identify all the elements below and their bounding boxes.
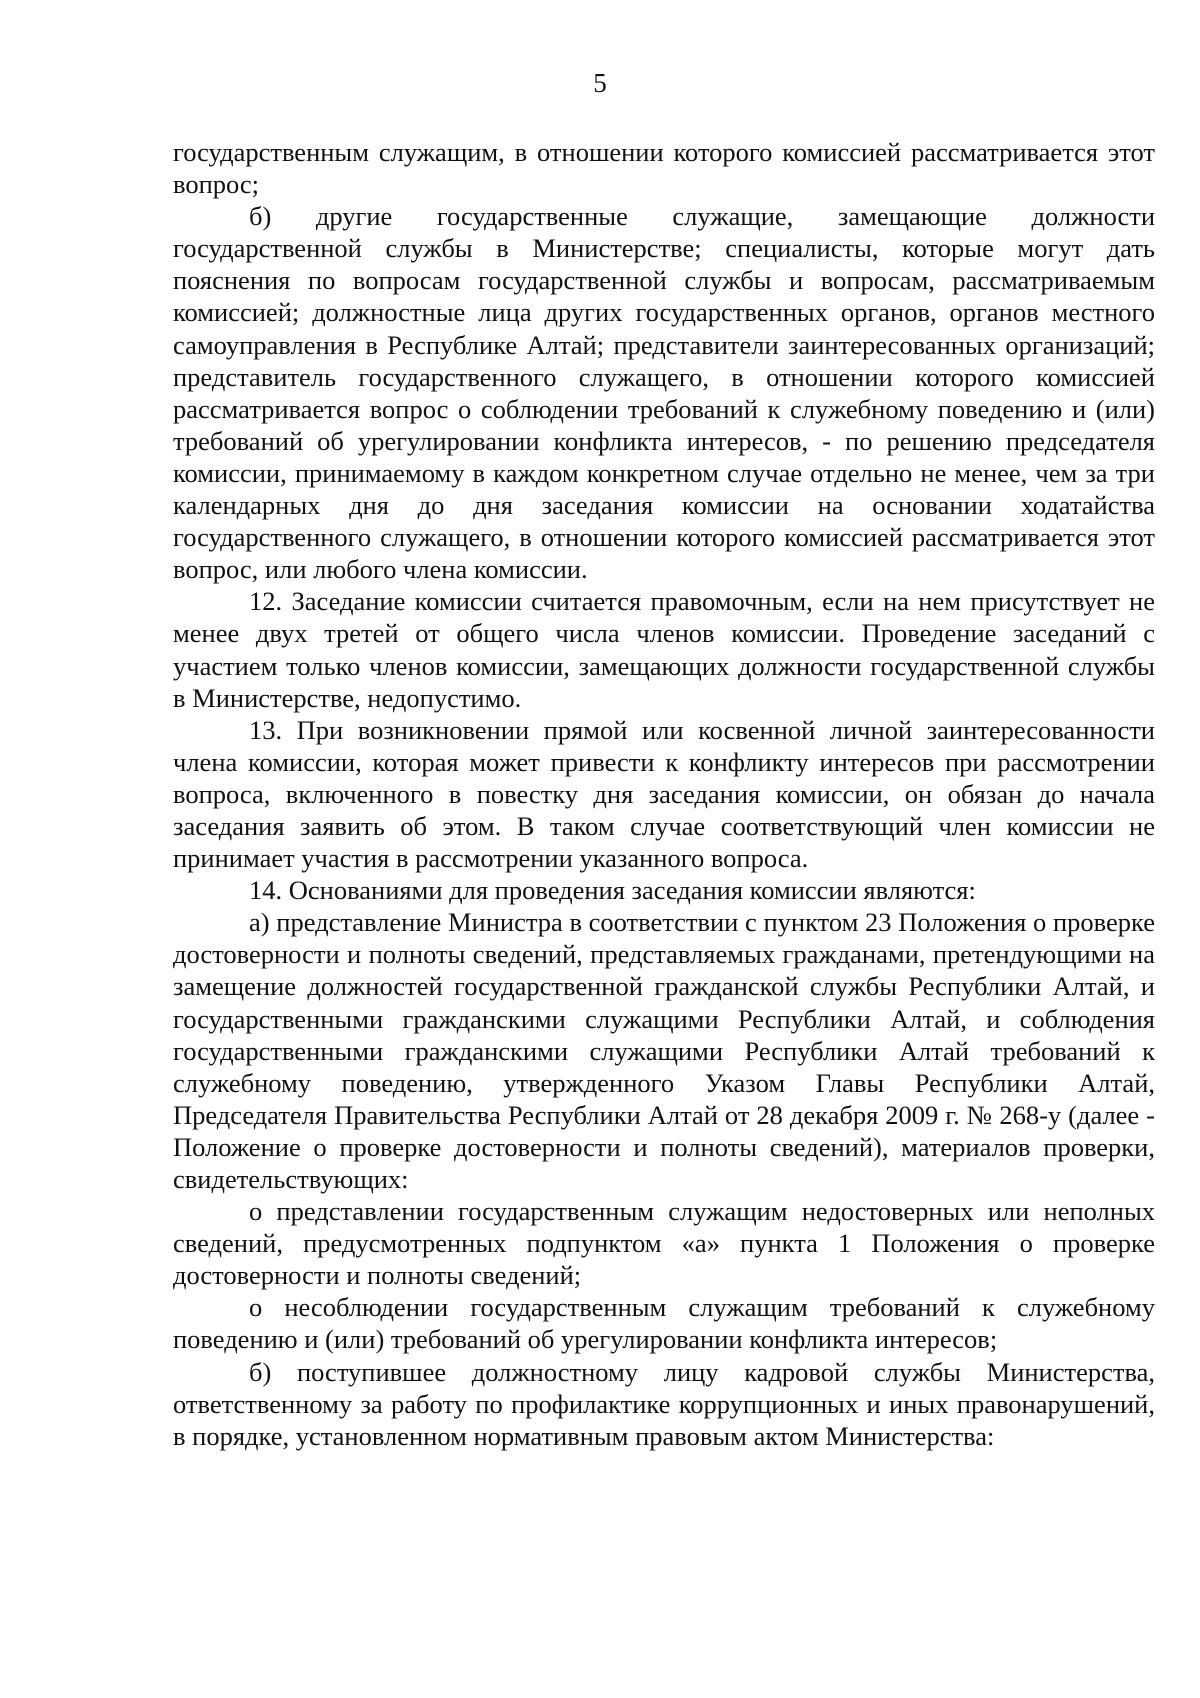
paragraph-12-quorum: 12. Заседание комиссии считается правомочным, если на нем присутствует не менее двух третей от общего числа членов комиссии. Проведение заседаний с участием только членов комиссии, замещающих должности государственной службы в Министерстве, недопустимо. xyxy=(173,586,1155,713)
paragraph-unreliable-information: о представлении государственным служащим недостоверных или неполных сведений, предусмотренных подпунктом «а» пункта 1 Положения о проверке достоверности и полноты сведений; xyxy=(173,1196,1155,1291)
paragraph-13-conflict-of-interest: 13. При возникновении прямой или косвенной личной заинтересованности члена комиссии, которая может привести к конфликту интересов при рассмотрении вопроса, включенного в повестку дня заседания комиссии, он обязан до начала заседания заявить об этом. В таком случае соответствующий член комиссии не принимает участия в рассмотрении указанного вопроса. xyxy=(173,714,1155,874)
page-number: 5 xyxy=(593,68,607,98)
paragraph-item-a-minister-submission: а) представление Министра в соответствии с пунктом 23 Положения о проверке достоверности и полноты сведений, представляемых гражданами, претендующими на замещение должностей государственной гражданской службы Республики Алтай, и государственными гражданскими служащими Республики Алтай, и соблюдения государственными гражданскими служащими Республики Алтай требований к служебному поведению, утвержденного Указом Главы Республики Алтай, Председателя Правительства Республики Алтай от 28 декабря 2009 г. № 268-у (далее - Положение о проверке достоверности и полноты сведений), материалов проверки, свидетельствующих: xyxy=(173,907,1155,1194)
paragraph-non-compliance: о несоблюдении государственным служащим требований к служебному поведению и (или) требований об урегулировании конфликта интересов; xyxy=(173,1292,1155,1355)
paragraph-item-b-received-by-hr: б) поступившее должностному лицу кадровой службы Министерства, ответственному за работу по профилактике коррупционных и иных правонарушений, в порядке, установленном нормативным правовым актом Министерства: xyxy=(173,1356,1155,1451)
paragraph-item-b-participants: б) другие государственные служащие, замещающие должности государственной службы в Министерстве; специалисты, которые могут дать пояснения по вопросам государственной службы и вопросам, рассматриваемым комиссией; должностные лица других государственных органов, органов местного самоуправления в Республике Алтай; представители заинтересованных организаций; представитель государственного служащего, в отношении которого комиссией рассматривается вопрос о соблюдении требований к служебному поведению и (или) требований об урегулировании конфликта интересов, - по решению председателя комиссии, принимаемому в каждом конкретном случае отдельно не менее, чем за три календарных дня до дня заседания комиссии на основании ходатайства государственного служащего, в отношении которого комиссией рассматривается этот вопрос, или любого члена комиссии. xyxy=(173,201,1155,585)
document-body xyxy=(173,136,1155,1452)
paragraph-14-grounds: 14. Основаниями для проведения заседания комиссии являются: xyxy=(249,875,976,906)
paragraph-continuation: государственным служащим, в отношении которого комиссией рассматривается этот вопрос; xyxy=(173,137,1155,200)
